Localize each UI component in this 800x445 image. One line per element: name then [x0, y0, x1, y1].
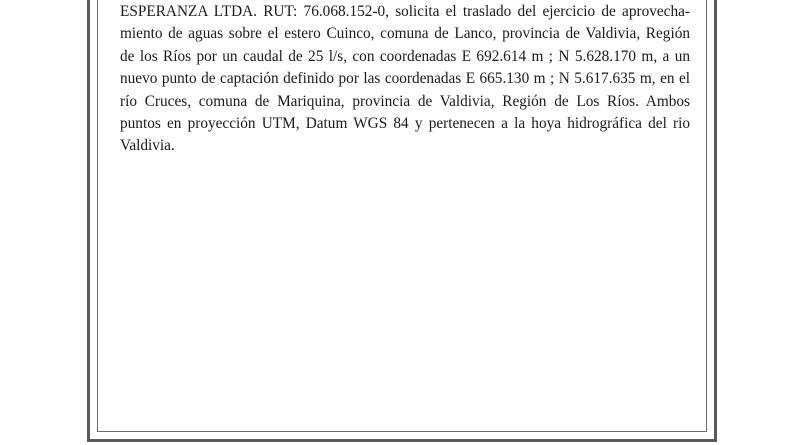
text-line: puntos en proyección UTM, Datum WGS 84 y pertenecen a la hoya hidrográfica del rio — [120, 115, 690, 133]
text-line: miento de aguas sobre el estero Cuinco, comuna de Lanco, provincia de Valdivia, Región — [120, 25, 690, 43]
text-line: de los Ríos por un caudal de 25 l/s, con coordenadas E 692.614 m ; N 5.628.170 m, a un — [120, 47, 690, 65]
text-line: río Cruces, comuna de Mariquina, provincia de Valdivia, Región de Los Ríos. Ambos — [120, 92, 690, 110]
text-line: ESPERANZA LTDA. RUT: 76.068.152-0, solicita el traslado del ejercicio de aprovecha- — [120, 3, 690, 20]
text-line: Valdivia. — [120, 137, 175, 155]
text-line: nuevo punto de captación definido por las coordenadas E 665.130 m ; N 5.617.635 m, en el — [120, 70, 690, 88]
notice-body-text — [120, 1, 690, 158]
